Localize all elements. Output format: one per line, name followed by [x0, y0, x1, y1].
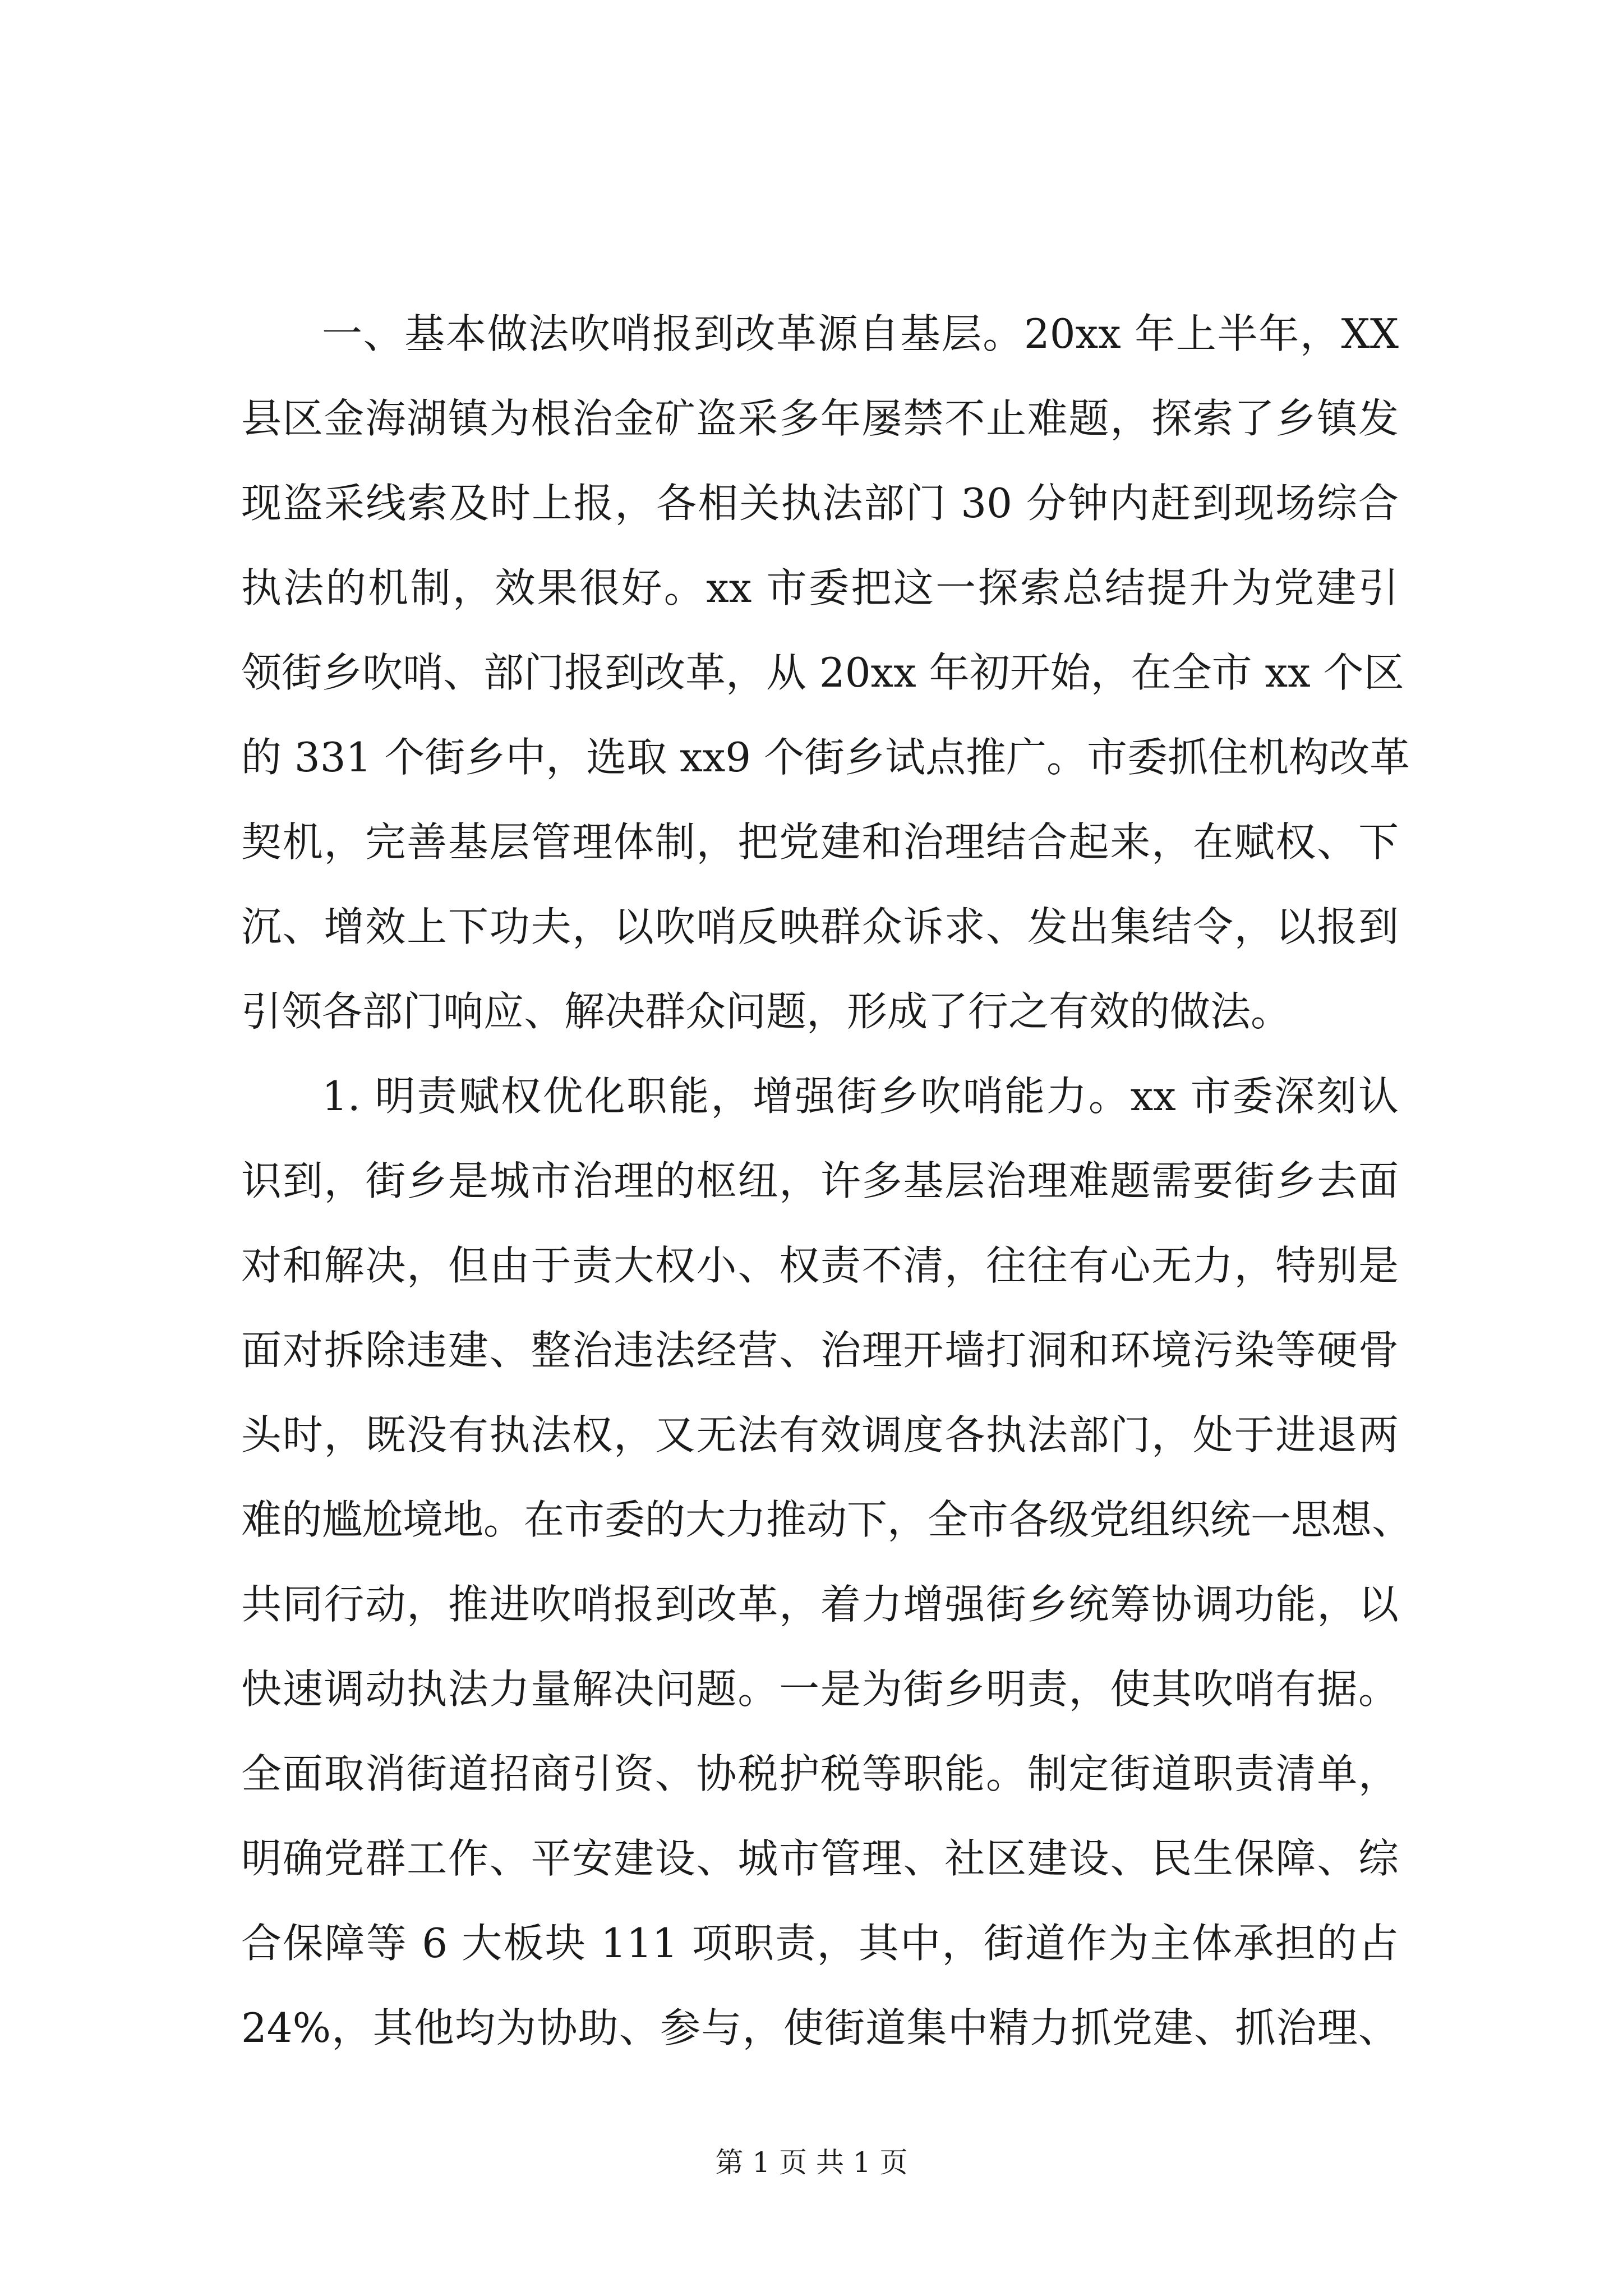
- paragraph-line: 合保障等 6 大板块 111 项职责，其中，街道作为主体承担的占: [241, 1920, 1399, 1967]
- paragraph-line: 24%，其他均为协助、参与，使街道集中精力抓党建、抓治理、: [241, 2004, 1399, 2051]
- paragraph-line: 现盗采线索及时上报，各相关执法部门 30 分钟内赶到现场综合: [241, 480, 1399, 527]
- paragraph-line: 一、基本做法吹哨报到改革源自基层。20xx 年上半年，XX: [322, 310, 1399, 357]
- paragraph-line: 引领各部门响应、解决群众问题，形成了行之有效的做法。: [241, 988, 1292, 1035]
- paragraph-line: 共同行动，推进吹哨报到改革，着力增强街乡统筹协调功能，以: [241, 1581, 1399, 1628]
- paragraph-line: 识到，街乡是城市治理的枢纽，许多基层治理难题需要街乡去面: [241, 1157, 1399, 1204]
- page-footer: 第 1 页 共 1 页: [715, 2146, 908, 2179]
- paragraph-line: 契机，完善基层管理体制，把党建和治理结合起来，在赋权、下: [241, 818, 1399, 866]
- paragraph-line: 的 331 个街乡中，选取 xx9 个街乡试点推广。市委抓住机构改革: [241, 734, 1410, 781]
- paragraph-line: 对和解决，但由于责大权小、权责不清，往往有心无力，特别是: [241, 1242, 1399, 1289]
- document-body: [241, 292, 1413, 2070]
- paragraph-line: 头时，既没有执法权，又无法有效调度各执法部门，处于进退两: [241, 1411, 1399, 1458]
- paragraph-line: 明确党群工作、平安建设、城市管理、社区建设、民生保障、综: [241, 1835, 1399, 1882]
- paragraph-line: 难的尴尬境地。在市委的大力推动下，全市各级党组织统一思想、: [241, 1496, 1413, 1543]
- paragraph-line: 1. 明责赋权优化职能，增强街乡吹哨能力。xx 市委深刻认: [322, 1073, 1399, 1120]
- paragraph-line: 快速调动执法力量解决问题。一是为街乡明责，使其吹哨有据。: [241, 1665, 1399, 1713]
- paragraph-line: 执法的机制，效果很好。xx 市委把这一探索总结提升为党建引: [241, 564, 1399, 611]
- paragraph-line: 面对拆除违建、整治违法经营、治理开墙打洞和环境污染等硬骨: [241, 1327, 1399, 1374]
- paragraph-line: 沉、增效上下功夫，以吹哨反映群众诉求、发出集结令，以报到: [241, 903, 1399, 950]
- paragraph-line: 领街乡吹哨、部门报到改革，从 20xx 年初开始，在全市 xx 个区: [241, 649, 1404, 696]
- paragraph-line: 全面取消街道招商引资、协税护税等职能。制定街道职责清单，: [241, 1750, 1399, 1797]
- paragraph-line: 县区金海湖镇为根治金矿盗采多年屡禁不止难题，探索了乡镇发: [241, 395, 1399, 442]
